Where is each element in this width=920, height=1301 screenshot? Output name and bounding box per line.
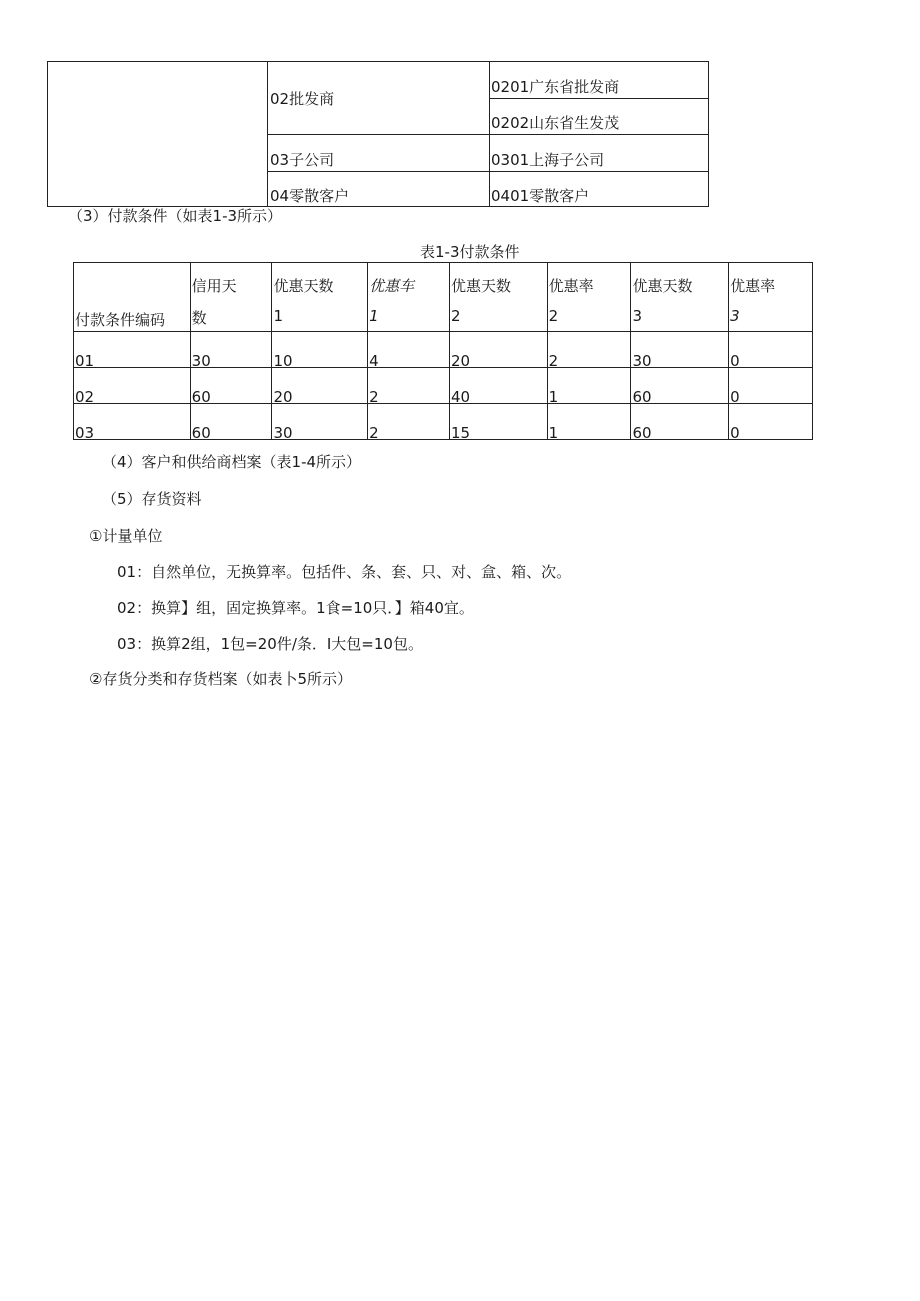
table-cell: 2 <box>368 404 450 440</box>
table-cell: 2 <box>547 332 631 368</box>
table-row <box>74 368 813 404</box>
header-cell: 优惠天数 1 <box>272 263 368 332</box>
subclass-cell-0401: 0401零散客户 <box>490 172 709 207</box>
table-cell: 40 <box>449 368 547 404</box>
header-cell: 优惠天数 3 <box>631 263 729 332</box>
header-cell: 优惠率 3 <box>729 263 813 332</box>
table-cell: 2 <box>368 368 450 404</box>
subclass-cell-0202: 0202山东省生发茂 <box>490 99 709 135</box>
item-2-heading: ②存货分类和存货档案（如表卜5所示） <box>89 670 352 688</box>
table-cell: 30 <box>190 332 272 368</box>
table-cell: 30 <box>631 332 729 368</box>
section-3-heading: （3）付款条件（如表1-3所示） <box>68 207 283 225</box>
table-cell: 4 <box>368 332 450 368</box>
header-cell: 信用天 数 <box>190 263 272 332</box>
item-1-heading: ①计量单位 <box>89 527 163 545</box>
subclass-cell-0201: 0201广东省批发商 <box>490 62 709 99</box>
header-cell: 优惠天数 2 <box>449 263 547 332</box>
table-cell: 60 <box>190 404 272 440</box>
payment-terms-table <box>73 262 813 440</box>
table-cell: 20 <box>272 368 368 404</box>
table-cell: 20 <box>449 332 547 368</box>
section-5-heading: （5）存货资料 <box>102 490 202 508</box>
unit-01-text: 01：自然单位，无换算率。包括件、条、套、只、对、盒、箱、次。 <box>117 563 572 581</box>
table-header-row <box>74 263 813 332</box>
table-cell: 60 <box>190 368 272 404</box>
header-cell: 优惠车 1 <box>368 263 450 332</box>
table-cell: 02 <box>74 368 191 404</box>
table-1-3-caption: 表1-3付款条件 <box>420 243 520 261</box>
table-cell: 10 <box>272 332 368 368</box>
customer-class-table <box>47 61 709 207</box>
unit-02-text: 02：换算】组，固定换算率。1食=10只．】箱40宜。 <box>117 599 474 617</box>
table-cell-empty <box>48 62 268 207</box>
class-cell-04: 04零散客户 <box>268 172 490 207</box>
table-cell: 1 <box>547 404 631 440</box>
subclass-cell-0301: 0301上海子公司 <box>490 135 709 172</box>
table-cell: 15 <box>449 404 547 440</box>
section-4-heading: （4）客户和供给商档案（表1-4所示） <box>102 453 362 471</box>
table-cell: 0 <box>729 404 813 440</box>
table-row <box>74 404 813 440</box>
class-cell-02: 02批发商 <box>268 62 490 135</box>
table-cell: 03 <box>74 404 191 440</box>
class-cell-03: 03子公司 <box>268 135 490 172</box>
table-cell: 30 <box>272 404 368 440</box>
table-cell: 60 <box>631 404 729 440</box>
table-row <box>74 332 813 368</box>
table-cell: 01 <box>74 332 191 368</box>
table-cell: 60 <box>631 368 729 404</box>
header-cell: 优惠率 2 <box>547 263 631 332</box>
header-cell: 付款条件编码 <box>74 263 191 332</box>
table-cell: 0 <box>729 368 813 404</box>
table-cell: 1 <box>547 368 631 404</box>
table-cell: 0 <box>729 332 813 368</box>
unit-03-text: 03：换算2组，1包=20件/条．I大包=10包。 <box>117 635 423 653</box>
